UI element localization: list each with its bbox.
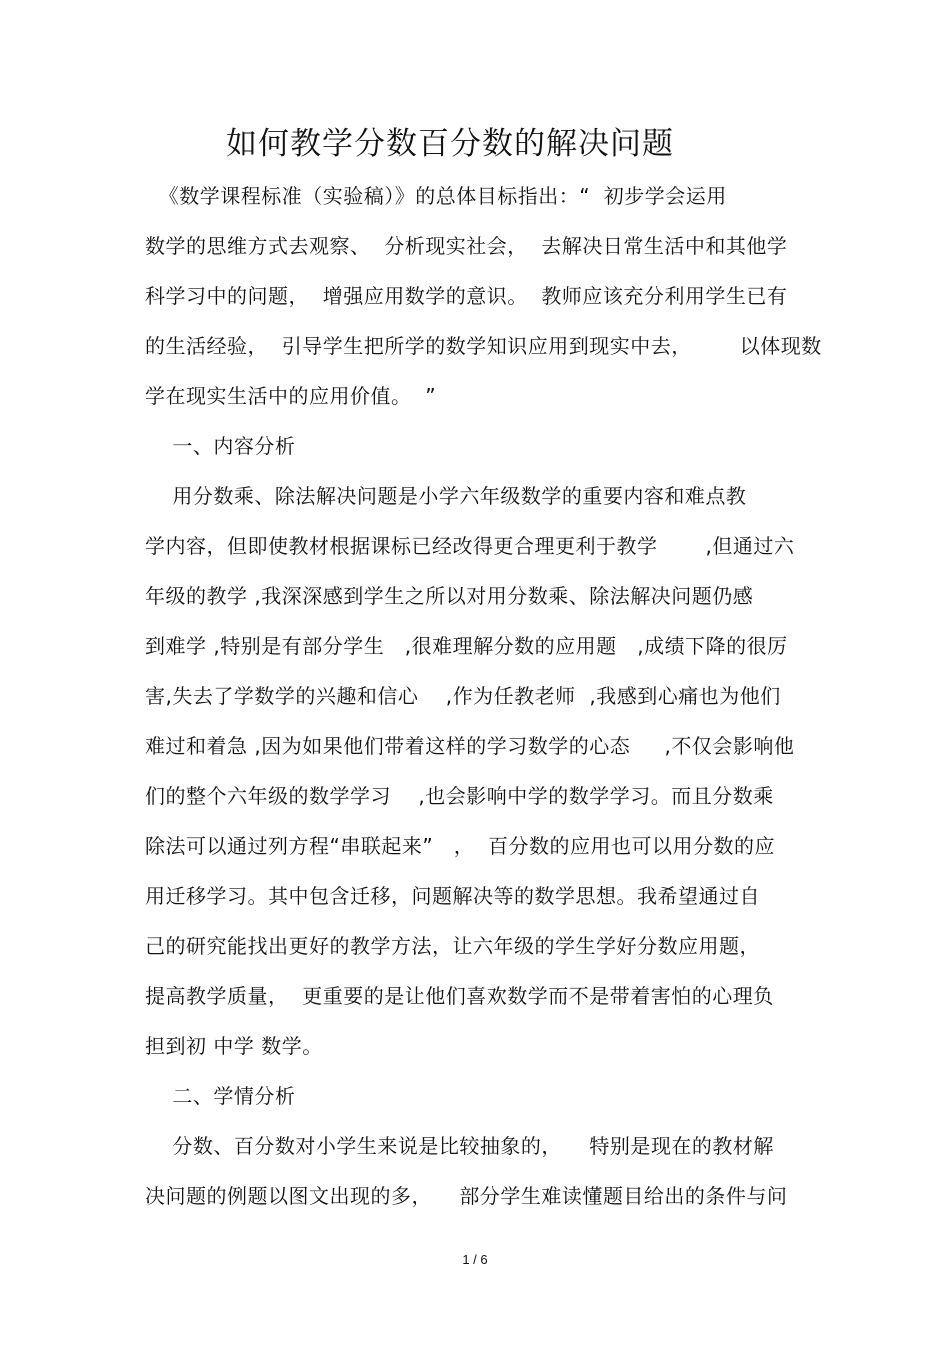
body-line: 的生活经验， 引导学生把所学的数学知识应用到现实中去， 以体现数 — [145, 334, 822, 358]
page-number: 1 / 6 — [462, 1252, 488, 1267]
section-heading: 二、学情分析 — [145, 1084, 296, 1108]
body-line: 提高教学质量， 更重要的是让他们喜欢数学而不是带着害怕的心理负 — [145, 984, 774, 1008]
body-line: 分数、百分数对小学生来说是比较抽象的， 特别是现在的教材解 — [145, 1134, 774, 1158]
body-line: 决问题的例题以图文出现的多， 部分学生难读懂题目给出的条件与问 — [145, 1184, 788, 1208]
body-line: 除法可以通过列方程“串联起来” ， 百分数的应用也可以用分数的应 — [145, 834, 776, 858]
body-line: 学在现实生活中的应用价值。 ” — [145, 384, 437, 408]
body-line: 己的研究能找出更好的教学方法，让六年级的学生学好分数应用题， — [145, 934, 760, 958]
body-line: 数学的思维方式去观察、 分析现实社会， 去解决日常生活中和其他学 — [145, 234, 788, 258]
body-line: 年级的教学 ,我深深感到学生之所以对用分数乘、除法解决问题仍感 — [145, 584, 754, 608]
body-line: 们的整个六年级的数学学习 ,也会影响中学的数学学习。而且分数乘 — [145, 784, 774, 808]
body-line: 害,失去了学数学的兴趣和信心 ,作为任教老师 ,我感到心痛也为他们 — [145, 684, 781, 708]
body-line: 到难学 ,特别是有部分学生 ,很难理解分数的应用题 ,成绩下降的很厉 — [145, 634, 788, 658]
body-line: 用迁移学习。其中包含迁移，问题解决等的数学思想。我希望通过自 — [145, 884, 760, 908]
body-line: 学内容，但即使教材根据课标已经改得更合理更利于教学 ,但通过六 — [145, 534, 795, 558]
body-line: 担到初 中学 数学。 — [145, 1034, 323, 1058]
body-line: 用分数乘、除法解决问题是小学六年级数学的重要内容和难点教 — [145, 484, 747, 508]
document-title: 如何教学分数百分数的解决问题 — [226, 126, 674, 162]
section-heading: 一、内容分析 — [145, 434, 296, 458]
body-line: 难过和着急 ,因为如果他们带着这样的学习数学的心态 ,不仅会影响他 — [145, 734, 795, 758]
body-line: 科学习中的问题， 增强应用数学的意识。 教师应该充分利用学生已有 — [145, 284, 788, 308]
body-line: 《数学课程标准（实验稿）》的总体目标指出：“ 初步学会运用 — [145, 184, 727, 208]
